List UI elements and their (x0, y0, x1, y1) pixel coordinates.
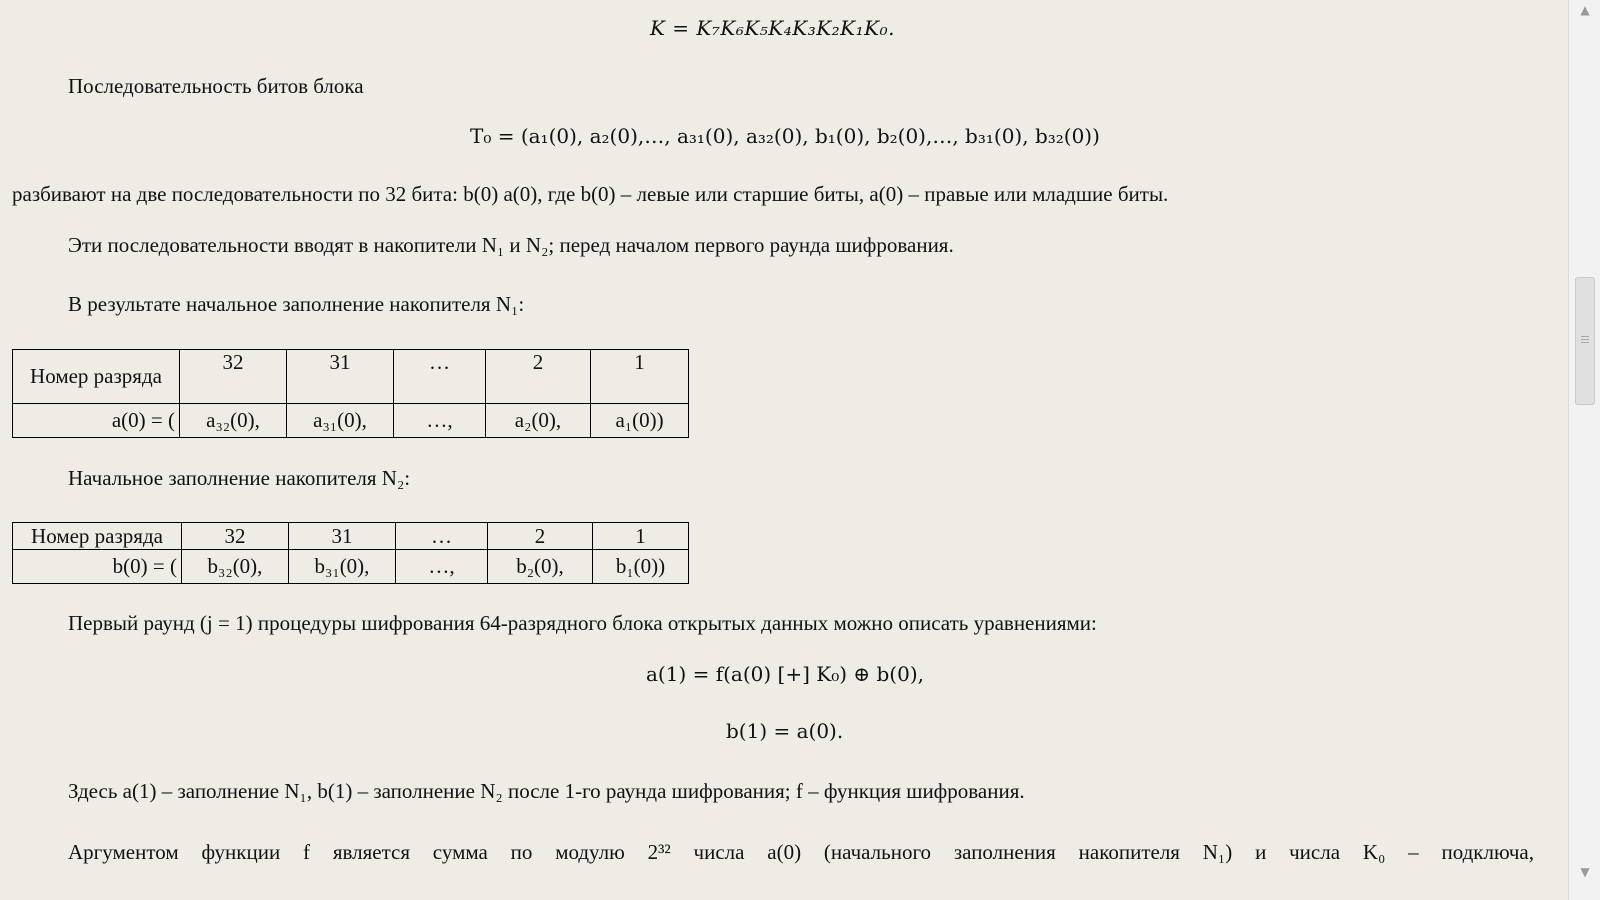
grip-line (1581, 339, 1589, 340)
paragraph-first-round: Первый раунд (j = 1) процедуры шифрования 64-разрядного блока открытых данных можно описать уравнениями: (68, 611, 1097, 635)
table-cell: …, (394, 404, 486, 438)
table-cell: 2 (486, 350, 591, 404)
key-formula: K = K₇K₆K₅K₄K₃K₂K₁K₀. (650, 16, 895, 40)
table-cell: b₃₁(0), (289, 550, 396, 584)
table-cell: a₃₁(0), (287, 404, 394, 438)
n2-bits-table (12, 522, 689, 584)
table-cell: 32 (182, 523, 289, 550)
table-row (13, 404, 689, 438)
paragraph-argument: Аргументом функции f является сумма по модулю 2³² числа a(0) (начального заполнения накопителя N₁) и числа K₀ – подключа, (68, 840, 1534, 864)
table-cell: 31 (289, 523, 396, 550)
table-cell: 32 (180, 350, 287, 404)
table-row (13, 550, 689, 584)
scroll-up-button[interactable] (1575, 2, 1595, 18)
paragraph-block-bits: Последовательность битов блока (68, 74, 364, 98)
table-cell: 1 (591, 350, 689, 404)
equation-b1: b(1) = a(0). (726, 719, 844, 743)
triangle-down-icon: ▼ (1580, 865, 1590, 879)
scrollbar-thumb[interactable] (1575, 277, 1595, 405)
table-header-row (13, 350, 689, 404)
cut-off-line (310, 884, 810, 900)
table-cell: b₃₂(0), (182, 550, 289, 584)
grip-line (1581, 342, 1589, 343)
table-cell: a₃₂(0), (180, 404, 287, 438)
scroll-down-button[interactable] (1575, 864, 1595, 880)
grip-line (1581, 336, 1589, 337)
table-cell: a₁(0)) (591, 404, 689, 438)
table-cell: Номер разряда (13, 523, 182, 550)
paragraph-split: разбивают на две последовательности по 32 бита: b(0) a(0), где b(0) – левые или старшие биты, a(0) – правые или младшие биты. (12, 182, 1169, 206)
table-cell: 31 (287, 350, 394, 404)
paragraph-here: Здесь a(1) – заполнение N₁, b(1) – заполнение N₂ после 1-го раунда шифрования; f – функция шифрования. (68, 779, 1025, 803)
table-cell: a(0) = ( (13, 404, 180, 438)
n1-bits-table (12, 349, 689, 438)
paragraph-n2-fill: Начальное заполнение накопителя N₂: (68, 466, 411, 490)
paragraph-accumulators: Эти последовательности вводят в накопители N₁ и N₂; перед началом первого раунда шифрования. (68, 233, 954, 257)
table-header-row (13, 523, 689, 550)
table-cell: …, (396, 550, 488, 584)
table-cell: b₂(0), (488, 550, 593, 584)
paragraph-n1-fill: В результате начальное заполнение накопителя N₁: (68, 292, 525, 316)
table-cell: b₁(0)) (593, 550, 689, 584)
table-cell: a₂(0), (486, 404, 591, 438)
table-cell: b(0) = ( (13, 550, 182, 584)
table-cell: 1 (593, 523, 689, 550)
to-formula: T₀ = (a₁(0), a₂(0),…, a₃₁(0), a₃₂(0), b₁(0), b₂(0),…, b₃₁(0), b₃₂(0)) (470, 124, 1100, 148)
vertical-scrollbar[interactable] (1568, 0, 1600, 900)
table-cell: … (394, 350, 486, 404)
table-cell: Номер разряда (13, 350, 180, 404)
table-cell: 2 (488, 523, 593, 550)
triangle-up-icon: ▲ (1580, 3, 1590, 17)
table-cell: … (396, 523, 488, 550)
equation-a1: a(1) = f(a(0) [+] K₀) ⊕ b(0), (646, 662, 924, 686)
